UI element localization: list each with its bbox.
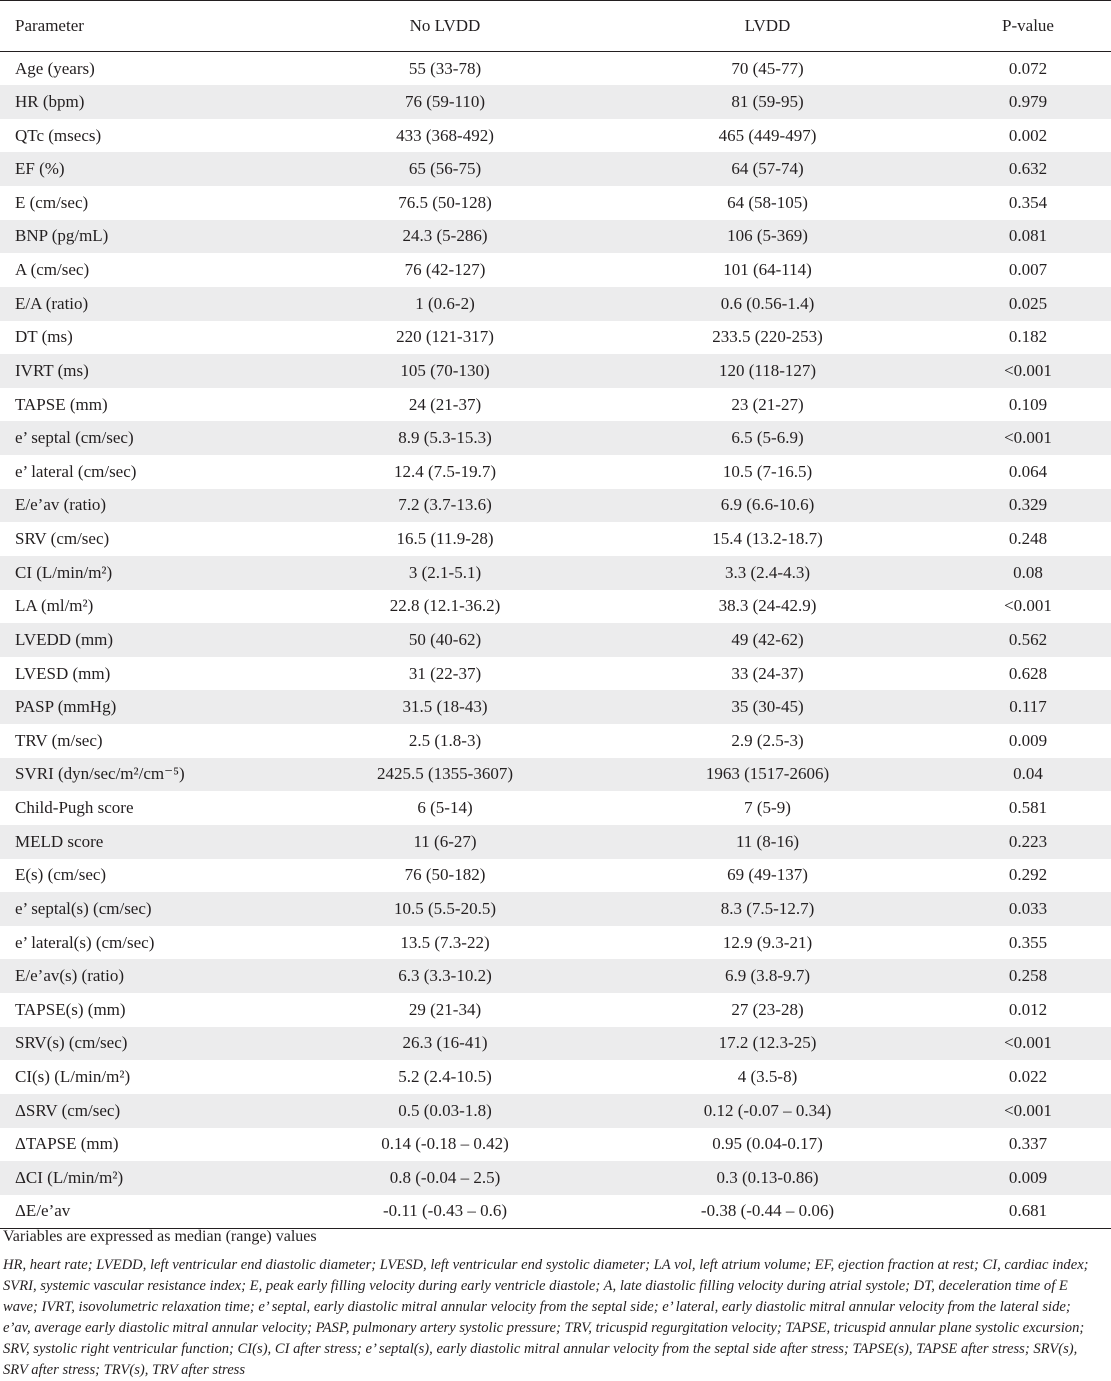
cell-parameter: TAPSE (mm) <box>15 394 108 414</box>
cell-no-lvdd: 11 (6-27) <box>413 831 477 851</box>
table-row <box>0 522 1111 556</box>
cell-parameter: ΔCI (L/min/m²) <box>15 1167 124 1187</box>
cell-parameter: e’ septal(s) (cm/sec) <box>15 898 152 918</box>
cell-no-lvdd: 2.5 (1.8-3) <box>408 730 482 750</box>
cell-parameter: DT (ms) <box>15 327 73 347</box>
cell-lvdd: 33 (24-37) <box>731 663 804 683</box>
cell-no-lvdd: 0.8 (-0.04 – 2.5) <box>389 1167 501 1187</box>
table-row <box>0 388 1111 422</box>
cell-parameter: IVRT (ms) <box>15 360 89 380</box>
cell-p-value: <0.001 <box>1004 428 1052 448</box>
table-row <box>0 926 1111 960</box>
table-row <box>0 52 1111 86</box>
table-row <box>0 220 1111 254</box>
cell-no-lvdd: 433 (368-492) <box>396 125 494 145</box>
cell-no-lvdd: 76 (59-110) <box>404 91 486 111</box>
cell-p-value: 0.007 <box>1008 260 1048 280</box>
cell-lvdd: 1963 (1517-2606) <box>705 764 830 784</box>
cell-no-lvdd: 6 (5-14) <box>417 798 473 818</box>
header-lvdd: LVDD <box>590 1 945 52</box>
cell-no-lvdd: 26.3 (16-41) <box>402 1033 488 1053</box>
cell-parameter: E/e’av(s) (ratio) <box>15 966 125 986</box>
cell-no-lvdd: 2425.5 (1355-3607) <box>377 764 513 784</box>
table-row <box>0 354 1111 388</box>
cell-lvdd: 70 (45-77) <box>731 58 804 78</box>
cell-lvdd: 2.9 (2.5-3) <box>731 730 804 750</box>
cell-p-value: <0.001 <box>1004 360 1052 380</box>
cell-lvdd: 6.9 (6.6-10.6) <box>720 495 815 515</box>
table-row <box>0 590 1111 624</box>
cell-no-lvdd: -0.11 (-0.43 – 0.6) <box>300 1195 590 1229</box>
table-row <box>0 119 1111 153</box>
cell-p-value: 0.081 <box>1008 226 1048 246</box>
cell-lvdd: 6.5 (5-6.9) <box>731 428 804 448</box>
cell-lvdd: 4 (3.5-8) <box>737 1067 798 1087</box>
cell-no-lvdd: 105 (70-130) <box>400 360 490 380</box>
cell-no-lvdd: 55 (33-78) <box>408 58 482 78</box>
cell-no-lvdd: 5.2 (2.4-10.5) <box>398 1067 492 1087</box>
cell-lvdd: 11 (8-16) <box>735 831 800 851</box>
cell-p-value: 0.064 <box>1008 461 1048 481</box>
cell-no-lvdd: 6.3 (3.3-10.2) <box>398 966 492 986</box>
cell-lvdd: 106 (5-369) <box>727 226 808 246</box>
cell-p-value: <0.001 <box>1004 1100 1052 1120</box>
cell-parameter: ΔE/e’av <box>0 1195 300 1229</box>
cell-parameter: TAPSE(s) (mm) <box>15 999 126 1019</box>
cell-p-value: 0.009 <box>1008 1167 1048 1187</box>
header-parameter: Parameter <box>0 1 300 52</box>
cell-parameter: e’ lateral(s) (cm/sec) <box>15 932 155 952</box>
cell-p-value: 0.08 <box>1013 562 1043 582</box>
cell-lvdd: 27 (23-28) <box>731 999 804 1019</box>
cell-p-value: 0.012 <box>1008 999 1048 1019</box>
cell-p-value: 0.04 <box>1013 764 1043 784</box>
cell-no-lvdd: 12.4 (7.5-19.7) <box>394 461 496 481</box>
cell-parameter: Child-Pugh score <box>15 798 134 818</box>
cell-parameter: MELD score <box>15 831 104 851</box>
table-row <box>0 152 1111 186</box>
cell-p-value: 0.182 <box>1008 327 1048 347</box>
cell-p-value: 0.581 <box>1008 798 1048 818</box>
cell-no-lvdd: 16.5 (11.9-28) <box>396 529 494 549</box>
cell-parameter: E(s) (cm/sec) <box>15 865 107 885</box>
cell-lvdd: 49 (42-62) <box>731 629 804 649</box>
cell-p-value: 0.329 <box>1008 495 1048 515</box>
cell-parameter: E/e’av (ratio) <box>15 495 107 515</box>
cell-lvdd: 120 (118-127) <box>718 360 817 380</box>
table-row <box>0 623 1111 657</box>
cell-no-lvdd: 65 (56-75) <box>408 159 482 179</box>
cell-parameter: CI (L/min/m²) <box>15 562 113 582</box>
table-row <box>0 1161 1111 1195</box>
cell-p-value: 0.632 <box>1008 159 1048 179</box>
table-row <box>0 321 1111 355</box>
table-row <box>0 657 1111 691</box>
header-p-value: P-value <box>945 1 1111 52</box>
cell-p-value: 0.022 <box>1008 1067 1048 1087</box>
table-row <box>0 724 1111 758</box>
cell-p-value: 0.337 <box>1008 1134 1048 1154</box>
cell-parameter: e’ lateral (cm/sec) <box>15 461 137 481</box>
cell-no-lvdd: 0.14 (-0.18 – 0.42) <box>381 1134 509 1154</box>
cell-no-lvdd: 7.2 (3.7-13.6) <box>398 495 492 515</box>
cell-parameter: CI(s) (L/min/m²) <box>15 1067 131 1087</box>
cell-lvdd: 17.2 (12.3-25) <box>718 1033 817 1053</box>
table-row <box>0 1094 1111 1128</box>
cell-p-value: 0.292 <box>1008 865 1048 885</box>
cell-lvdd: 465 (449-497) <box>718 125 817 145</box>
table-row <box>0 455 1111 489</box>
cell-parameter: PASP (mmHg) <box>15 697 117 717</box>
header-row <box>0 1 1111 52</box>
cell-parameter: LA (ml/m²) <box>15 596 94 616</box>
table-row <box>0 825 1111 859</box>
cell-no-lvdd: 13.5 (7.3-22) <box>400 932 490 952</box>
cell-lvdd: 0.6 (0.56-1.4) <box>720 293 815 313</box>
cell-lvdd: 69 (49-137) <box>727 865 808 885</box>
cell-lvdd: 38.3 (24-42.9) <box>718 596 817 616</box>
table-body <box>0 52 1111 1229</box>
cell-p-value: 0.223 <box>1008 831 1048 851</box>
table-row <box>0 1195 1111 1229</box>
cell-p-value: 0.072 <box>1008 58 1048 78</box>
cell-p-value: 0.248 <box>1008 529 1048 549</box>
cell-p-value: 0.025 <box>1008 293 1048 313</box>
table-row <box>0 421 1111 455</box>
cell-parameter: Age (years) <box>15 58 95 78</box>
table-note: Variables are expressed as median (range) values <box>3 1228 317 1245</box>
cell-lvdd: 12.9 (9.3-21) <box>722 932 813 952</box>
cell-p-value: 0.681 <box>945 1195 1111 1229</box>
cell-parameter: ΔTAPSE (mm) <box>15 1134 119 1154</box>
cell-no-lvdd: 76.5 (50-128) <box>398 192 492 212</box>
table-row <box>0 690 1111 724</box>
cell-p-value: 0.009 <box>1008 730 1048 750</box>
cell-no-lvdd: 8.9 (5.3-15.3) <box>398 428 492 448</box>
cell-parameter: HR (bpm) <box>15 91 85 111</box>
cell-parameter: A (cm/sec) <box>15 260 90 280</box>
cell-no-lvdd: 76 (42-127) <box>404 260 486 280</box>
cell-p-value: 0.628 <box>1008 663 1048 683</box>
cell-no-lvdd: 10.5 (5.5-20.5) <box>394 898 496 918</box>
cell-no-lvdd: 3 (2.1-5.1) <box>408 562 482 582</box>
table-row <box>0 1060 1111 1094</box>
cell-no-lvdd: 220 (121-317) <box>396 327 494 347</box>
cell-no-lvdd: 22.8 (12.1-36.2) <box>389 596 501 616</box>
cell-p-value: 0.002 <box>1008 125 1048 145</box>
cell-p-value: 0.562 <box>1008 629 1048 649</box>
cell-parameter: ΔSRV (cm/sec) <box>15 1100 121 1120</box>
cell-p-value: 0.258 <box>1008 966 1048 986</box>
table-row <box>0 993 1111 1027</box>
cell-no-lvdd: 0.5 (0.03-1.8) <box>398 1100 492 1120</box>
cell-parameter: e’ septal (cm/sec) <box>15 428 134 448</box>
cell-p-value: 0.355 <box>1008 932 1048 952</box>
table-row <box>0 287 1111 321</box>
cell-parameter: TRV (m/sec) <box>15 730 103 750</box>
cell-lvdd: 15.4 (13.2-18.7) <box>712 529 823 549</box>
cell-lvdd: 0.95 (0.04-0.17) <box>712 1134 823 1154</box>
cell-lvdd: 64 (57-74) <box>731 159 804 179</box>
cell-parameter: EF (%) <box>15 159 65 179</box>
table-row <box>0 859 1111 893</box>
cell-no-lvdd: 24.3 (5-286) <box>402 226 488 246</box>
cell-lvdd: 64 (58-105) <box>727 192 808 212</box>
cell-parameter: E (cm/sec) <box>15 192 89 212</box>
table-row <box>0 253 1111 287</box>
table-row <box>0 85 1111 119</box>
cell-parameter: BNP (pg/mL) <box>15 226 109 246</box>
cell-lvdd: 0.3 (0.13-0.86) <box>716 1167 819 1187</box>
cell-parameter: SRV (cm/sec) <box>15 529 110 549</box>
cell-lvdd: 23 (21-27) <box>731 394 804 414</box>
cell-parameter: QTc (msecs) <box>15 125 102 145</box>
cell-parameter: SRV(s) (cm/sec) <box>15 1033 128 1053</box>
table-row <box>0 758 1111 792</box>
cell-parameter: SVRI (dyn/sec/m²/cm⁻⁵) <box>15 764 185 784</box>
cell-lvdd: 233.5 (220-253) <box>712 327 823 347</box>
abbreviations-footnote: HR, heart rate; LVEDD, left ventricular end diastolic diameter; LVESD, left ventricular end systolic diameter; LA vol, left atrium volume; EF, ejection fraction at rest; CI, cardiac index; SVRI, systemic vascular resistance index; E, peak early filling velocity during early ventricle diastole; A, late diastolic filling velocity during atrial systole; DT, deceleration time of E wave; IVRT, isovolumetric relaxation time; e’ septal, early diastolic mitral annular velocity from the septal side; e’ lateral, early diastolic mitral annular velocity from the lateral side; e’av, average early diastolic mitral annular velocity; PASP, pulmonary artery systolic pressure; TRV, tricuspid regurgitation velocity; TAPSE, tricuspid annular plane systolic excursion; SRV, systolic right ventricular function; CI(s), CI after stress; e’ septal(s), early diastolic mitral annular velocity from the septal side after stress; TAPSE(s), TAPSE after stress; SRV(s), SRV after stress; TRV(s), TRV after stress <box>3 1257 1089 1378</box>
cell-lvdd: 6.9 (3.8-9.7) <box>725 966 810 986</box>
cell-p-value: 0.109 <box>1008 394 1048 414</box>
cell-no-lvdd: 31.5 (18-43) <box>402 697 488 717</box>
header-no-lvdd: No LVDD <box>300 1 590 52</box>
cell-no-lvdd: 24 (21-37) <box>408 394 482 414</box>
table-row <box>0 1128 1111 1162</box>
cell-p-value: 0.979 <box>1008 91 1048 111</box>
cell-lvdd: 7 (5-9) <box>744 798 791 818</box>
cell-parameter: E/A (ratio) <box>15 293 89 313</box>
cell-p-value: 0.033 <box>1008 898 1048 918</box>
cell-parameter: LVESD (mm) <box>15 663 111 683</box>
cell-parameter: LVEDD (mm) <box>15 629 114 649</box>
table-row <box>0 959 1111 993</box>
cell-lvdd: 101 (64-114) <box>723 260 812 280</box>
table-row <box>0 489 1111 523</box>
cell-no-lvdd: 29 (21-34) <box>408 999 482 1019</box>
cell-lvdd: 3.3 (2.4-4.3) <box>725 562 810 582</box>
cell-no-lvdd: 50 (40-62) <box>408 629 482 649</box>
table-header <box>0 1 1111 52</box>
cell-lvdd: 81 (59-95) <box>731 91 804 111</box>
table-row <box>0 1027 1111 1061</box>
cell-no-lvdd: 31 (22-37) <box>408 663 482 683</box>
cell-lvdd: 10.5 (7-16.5) <box>722 461 813 481</box>
cell-p-value: <0.001 <box>1004 1033 1052 1053</box>
cell-p-value: <0.001 <box>1004 596 1052 616</box>
table-row <box>0 791 1111 825</box>
cell-lvdd: 8.3 (7.5-12.7) <box>720 898 815 918</box>
cell-no-lvdd: 1 (0.6-2) <box>415 293 475 313</box>
cell-lvdd: 35 (30-45) <box>731 697 804 717</box>
table-row <box>0 892 1111 926</box>
cell-no-lvdd: 76 (50-182) <box>404 865 486 885</box>
cell-lvdd: -0.38 (-0.44 – 0.06) <box>590 1195 945 1229</box>
table-row <box>0 556 1111 590</box>
cell-lvdd: 0.12 (-0.07 – 0.34) <box>703 1100 832 1120</box>
table-row <box>0 186 1111 220</box>
cell-p-value: 0.117 <box>1009 697 1047 717</box>
cell-p-value: 0.354 <box>1008 192 1048 212</box>
